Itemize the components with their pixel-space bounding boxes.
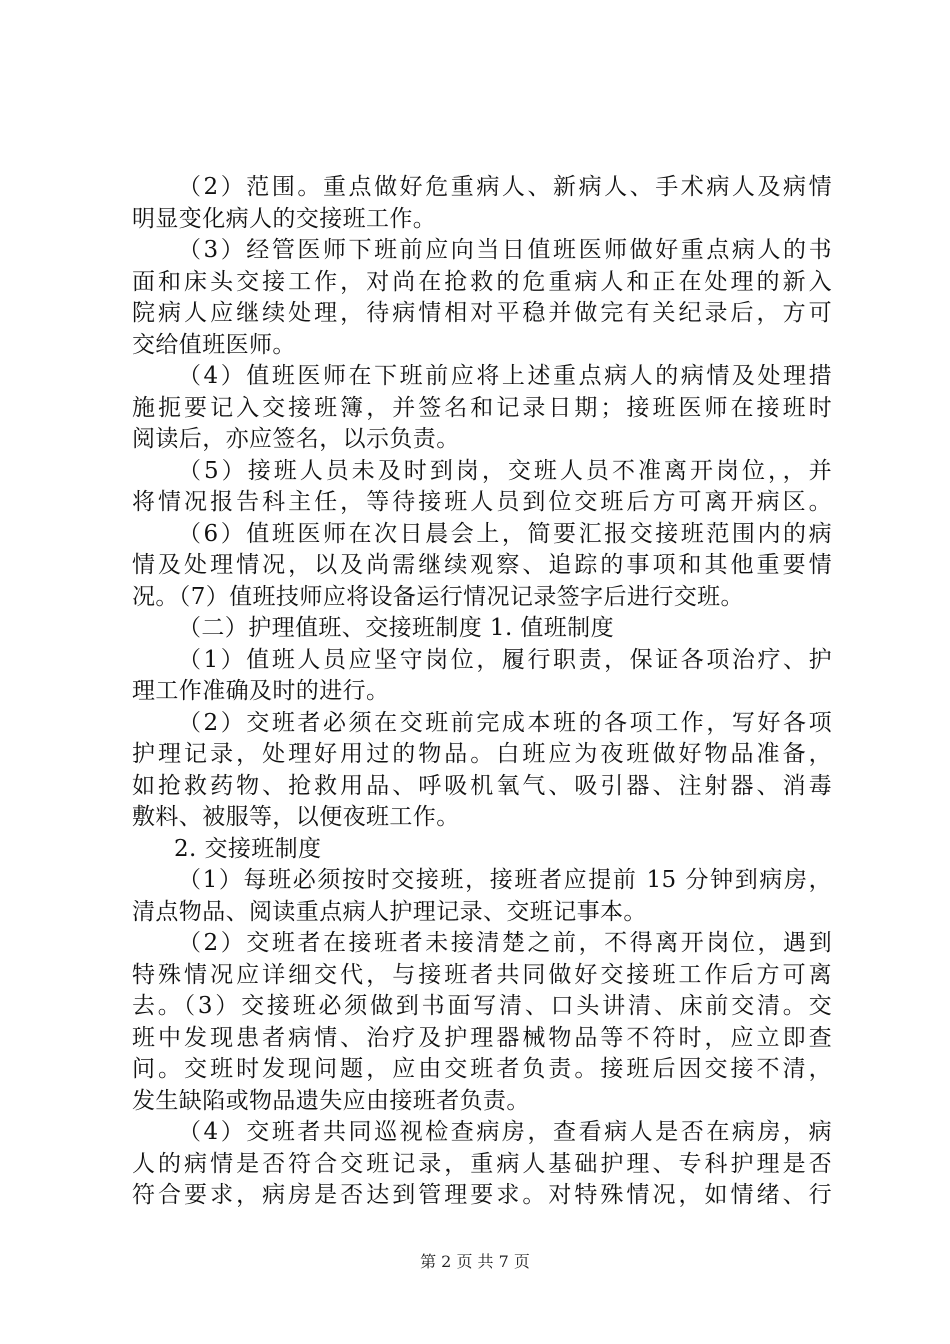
- text-line: 去。（3）交接班必须做到书面写清、口头讲清、床前交清。交: [132, 993, 832, 1019]
- text-line: （3）经管医师下班前应向当日值班医师做好重点病人的书: [178, 237, 832, 263]
- text-line: 情及处理情况，以及尚需继续观察、追踪的事项和其他重要情: [132, 552, 832, 578]
- page-footer: 第 2 页 共 7 页: [420, 1252, 530, 1271]
- text-line: （4）值班医师在下班前应将上述重点病人的病情及处理措: [178, 363, 832, 389]
- text-line: （二）护理值班、交接班制度 1. 值班制度: [178, 615, 614, 641]
- text-line: （6）值班医师在次日晨会上，简要汇报交接班范围内的病: [178, 520, 832, 547]
- text-line: （2）交班者在接班者未接清楚之前，不得离开岗位，遇到: [178, 930, 832, 956]
- text-line: 符合要求，病房是否达到管理要求。对特殊情况，如情绪、行: [132, 1182, 832, 1208]
- text-line: 如抢救药物、抢救用品、呼吸机氧气、吸引器、注射器、消毒: [132, 772, 832, 799]
- text-line: 问。交班时发现问题，应由交班者负责。接班后因交接不清，: [132, 1056, 832, 1082]
- text-line: 施扼要记入交接班簿，并签名和记录日期；接班医师在接班时: [132, 394, 832, 421]
- text-line: 明显变化病人的交接班工作。: [132, 205, 437, 232]
- text-line: 清点物品、阅读重点病人护理记录、交班记事本。: [132, 898, 647, 925]
- text-line: 护理记录，处理好用过的物品。白班应为夜班做好物品准备，: [132, 741, 832, 767]
- text-line: 阅读后，亦应签名，以示负责。: [132, 426, 460, 452]
- text-line: 将情况报告科主任，等待接班人员到位交班后方可离开病区。: [132, 489, 832, 515]
- text-line: 2. 交接班制度: [174, 835, 322, 862]
- text-line: （2）交班者必须在交班前完成本班的各项工作，写好各项: [178, 709, 832, 736]
- text-line: 发生缺陷或物品遗失应由接班者负责。: [132, 1087, 530, 1114]
- text-line: 院病人应继续处理，待病情相对平稳并做完有关纪录后，方可: [132, 300, 832, 326]
- document-body: [132, 172, 832, 1212]
- text-line: （5）接班人员未及时到岗，交班人员不准离开岗位，，并: [178, 457, 832, 484]
- text-line: 人的病情是否符合交班记录，重病人基础护理、专科护理是否: [132, 1150, 832, 1177]
- text-line: （1）每班必须按时交接班，接班者应提前 15 分钟到病房，: [178, 867, 832, 893]
- text-line: 况。（7）值班技师应将设备运行情况记录签字后进行交班。: [132, 583, 744, 610]
- text-line: （1）值班人员应坚守岗位，履行职责，保证各项治疗、护: [178, 646, 832, 673]
- text-line: 班中发现患者病情、治疗及护理器械物品等不符时，应立即查: [132, 1024, 832, 1051]
- text-line: （4）交班者共同巡视检查病房，查看病人是否在病房，病: [178, 1119, 832, 1145]
- text-line: 特殊情况应详细交代，与接班者共同做好交接班工作后方可离: [132, 961, 832, 988]
- text-line: 理工作准确及时的进行。: [132, 678, 390, 704]
- text-line: （2）范围。重点做好危重病人、新病人、手术病人及病情: [178, 174, 832, 200]
- text-line: 面和床头交接工作，对尚在抢救的危重病人和正在处理的新入: [132, 268, 832, 295]
- text-line: 交给值班医师。: [132, 331, 296, 358]
- text-line: 敷料、被服等，以便夜班工作。: [132, 804, 460, 830]
